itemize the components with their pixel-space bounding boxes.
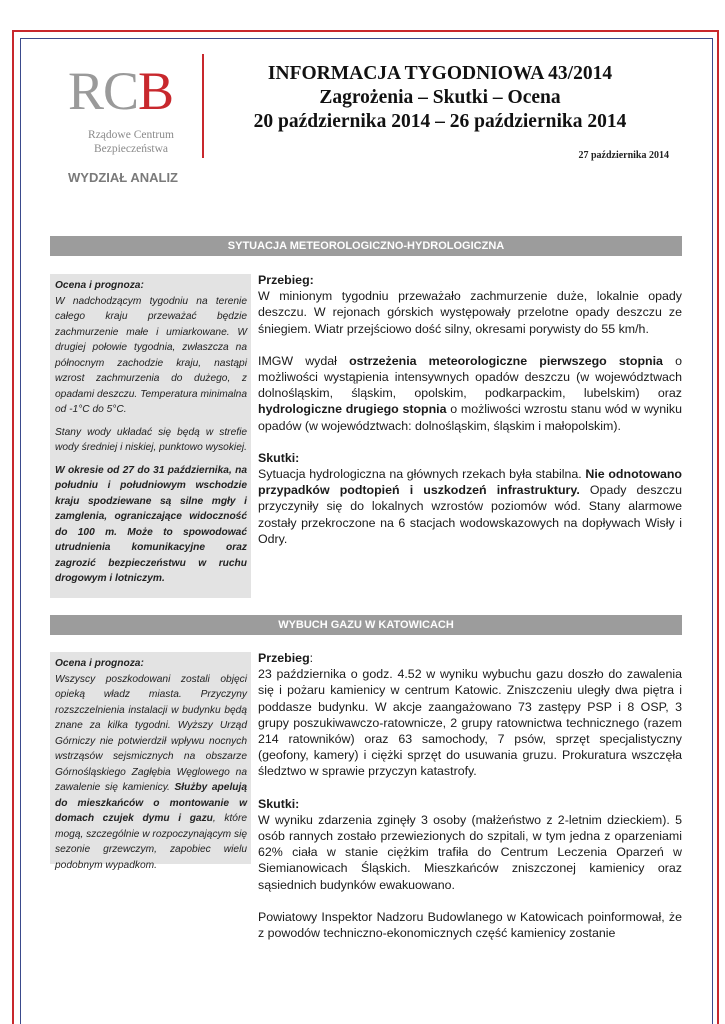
logo-letters-main: RC	[68, 61, 139, 121]
forecast-heading: Ocena i prognoza:	[55, 658, 144, 669]
imgw-text: o możliwości wzrostu stanu wód w wyniku opadów (w województwach: dolnośląskim, śląskim i małopolskim).	[258, 402, 682, 433]
effects-paragraph	[258, 466, 682, 547]
report-title: INFORMACJA TYGODNIOWA 43/2014	[267, 63, 613, 84]
imgw-text: o możliwości wystąpienia intensywnych opadów deszczu (w województwach dolnośląskim, śląskim, opolskim, podkarpackim, lubelskim) oraz	[258, 353, 682, 401]
forecast-heading: Ocena i prognoza:	[55, 280, 144, 291]
logo-subtitle	[62, 128, 200, 156]
forecast-text: Wszyscy poszkodowani zostali objęci opieką władz miasta. Przyczyny rozszczelnienia instalacji w budynku będą znane za kilka tygodni. Wyższy Urząd Górniczy nie potwierdził wpływu nocnych wstrząsów sejsmicznych na obszarze Górnośląskiego Zagłębia Węglowego na zawalenie się kamienicy.	[55, 673, 247, 793]
report-period: 20 października 2014 – 26 października 2014	[253, 111, 627, 132]
logo-subtitle-line1: Rządowe Centrum	[88, 129, 174, 141]
main-column-meteo	[258, 272, 682, 563]
effects-highlight: Nie odnotowano przypadków podtopień i uszkodzeń infrastruktury.	[258, 467, 682, 498]
section-header-meteo: SYTUACJA METEOROLOGICZNO-HYDROLOGICZNA	[50, 236, 682, 256]
department-label: WYDZIAŁ ANALIZ	[68, 170, 178, 185]
course-heading: Przebieg	[258, 651, 310, 665]
issue-date: 27 października 2014	[578, 150, 669, 161]
course-heading-colon: :	[309, 651, 314, 665]
forecast-appeal: Służby apelują do mieszkańców o montowanie w domach czujek dymu i gazu	[55, 782, 247, 824]
imgw-paragraph	[258, 353, 682, 434]
course-heading-line	[258, 650, 682, 666]
effects-text: Opady deszczu przyczyniły się do lokalnych wzrostów poziomów wód. Stany alarmowe zostały przekroczone na 6 stacjach wodowskazowych na dopływach Wisły i Odry.	[258, 483, 682, 546]
effects-text: W wyniku zdarzenia zginęły 3 osoby (małżeństwo z 2-letnim dzieckiem). 5 osób rannych zostało przewiezionych do szpitali, w tym jedna z oparzeniami 62% ciała w stanie ciężkim trafiła do Centrum Leczenia Oparzeń w Siemianowicach Śląskich. Mieszkańców zniszczonej kamienicy oraz sąsiednich budynków ewakuowano.	[258, 812, 682, 892]
rcb-logo	[62, 54, 210, 164]
section-header-gas: WYBUCH GAZU W KATOWICACH	[50, 615, 682, 635]
forecast-box-gas	[50, 652, 251, 871]
imgw-warning-1: ostrzeżenia meteorologiczne pierwszego stopnia	[349, 353, 663, 368]
imgw-warning-2: hydrologiczne drugiego stopnia	[258, 402, 447, 417]
logo-letters	[68, 61, 174, 121]
forecast-paragraph	[55, 672, 247, 874]
course-text: 23 października o godz. 4.52 w wyniku wybuchu gazu doszło do zawalenia się i pożaru kamienicy w centrum Katowic. Zniszczeniu uległy dwa piętra i poddasze budynku. W akcje zaangażowano 73 zastępy PSP i 8 OSP, 3 grupy poszukiwawczo-ratownicze, 2 grupy ratownictwa technicznego (razem 214 ratowników) oraz 63 samochody, 7 psów, sprzęt specjalistyczny (geofony, kamery) i ciężki sprzęt do usuwania gruzu. Prokuratura wszczęła śledztwo w sprawie przyczyn katastrofy.	[258, 667, 682, 779]
main-column-gas	[258, 650, 682, 941]
report-subtitle: Zagrożenia – Skutki – Ocena	[319, 87, 561, 108]
course-heading: Przebieg:	[258, 273, 314, 287]
forecast-paragraph: W nadchodzącym tygodniu na terenie całego kraju przeważać będzie zachmurzenie małe i umiarkowane. W drugiej połowie tygodnia, zwłaszcza na północnym zachodzie kraju, nastąpi wzrost zachmurzenia do dużego, z opadami deszczu. Temperatura minimalna od -1°C do 5°C.	[55, 295, 247, 415]
report-title-block	[200, 62, 680, 134]
inspector-text: Powiatowy Inspektor Nadzoru Budowlanego w Katowicach poinformował, że z powodów techniczno-ekonomicznych część kamienicy zostanie	[258, 909, 682, 941]
effects-text: Sytuacja hydrologiczna na głównych rzekach była stabilna.	[258, 467, 586, 482]
forecast-paragraph: Stany wody układać się będą w strefie wody średniej i niskiej, punktowo wysokiej.	[55, 426, 247, 453]
effects-heading: Skutki:	[258, 450, 300, 465]
forecast-box-meteo	[50, 274, 251, 598]
logo-subtitle-line2: Bezpieczeństwa	[93, 143, 169, 155]
imgw-text: IMGW wydał	[258, 353, 350, 368]
forecast-warning: W okresie od 27 do 31 października, na południu i południowym wschodzie kraju spodziewane są silne mgły i zamglenia, ograniczające widoczność do 100 m. Może to spowodować utrudnienia komunikacyjne oraz zagrozić bezpieczeństwu w ruchu drogowym i lotniczym.	[55, 464, 247, 584]
forecast-text: , które mogą, szczególnie w rozpoczynającym się sezonie grzewczym, zapobiec wielu podobnym wypadkom.	[55, 813, 248, 871]
logo-letters-accent: B	[138, 61, 174, 121]
effects-heading: Skutki:	[258, 796, 300, 811]
course-text: W minionym tygodniu przeważało zachmurzenie duże, lokalnie opady deszczu. W rejonach górskich występowały przelotne opady deszczu ze śniegiem. Wiatr przejściowo dość silny, okresami porywisty do 55 km/h.	[258, 289, 682, 336]
